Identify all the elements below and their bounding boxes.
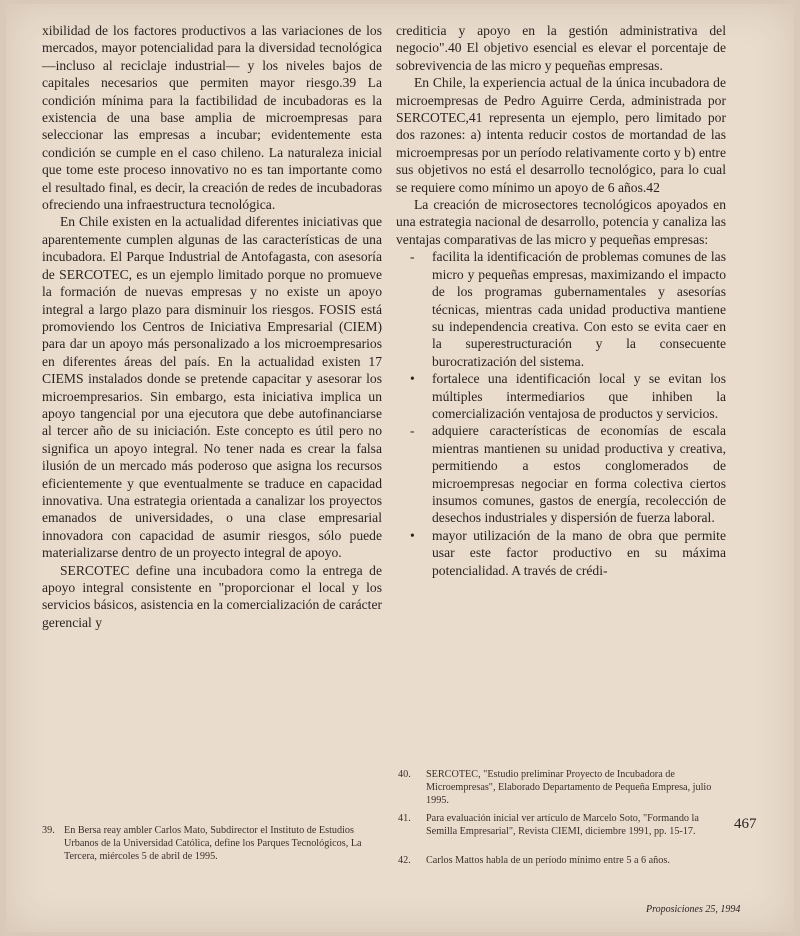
- footnote-text: Carlos Mattos habla de un período mínimo entre 5 a 6 años.: [426, 855, 670, 866]
- footnote-39: [42, 824, 372, 863]
- right-column: [396, 22, 726, 579]
- footnote-41: [398, 812, 716, 838]
- journal-footer: Proposiciones 25, 1994: [646, 904, 741, 915]
- paragraph: crediticia y apoyo en la gestión administrativa del negocio".40 El objetivo esencial es elevar el porcentaje de sobrevivencia de las micro y pequeñas empresas.: [396, 23, 726, 73]
- footnote-number: 40.: [398, 769, 411, 780]
- footnote-number: 39.: [42, 825, 55, 836]
- paragraph: La creación de microsectores tecnológicos apoyados en una estrategia nacional de desarrollo, potencia y canaliza las ventajas comparativas de las micro y pequeñas empresas:: [396, 197, 726, 247]
- footnote-number: 41.: [398, 813, 411, 824]
- list-item: • fortalece una identificación local y se evitan los múltiples intermediarios que inhiben la comercialización ventajosa de productos y servicios.: [396, 370, 726, 422]
- page-number: 467: [734, 816, 757, 832]
- footnote-text: En Bersa reay ambler Carlos Mato, Subdirector el Instituto de Estudios Urbanos de la Universidad Católica, define los Parques Tecnológicos, La Tercera, miércoles 5 de abril de 1995.: [64, 825, 362, 862]
- paragraph: xibilidad de los factores productivos a las variaciones de los mercados, mayor potencialidad para la diversidad tecnológica —incluso al reciclaje industrial— y los niveles bajos de capitales necesarios que permiten mayor riesgo.39 La condición mínima para la factibilidad de incubadoras es la existencia de una base amplia de microempresas para seleccionar las empresas a incubar; evidentemente esta condición se cumple en el caso chileno. La naturaleza inicial que tome este proceso innovativo no es tan importante como el resultado final, es decir, la creación de redes de incubadoras ofreciendo una infraestructura tecnológica.: [42, 23, 382, 213]
- footnote-40: [398, 768, 716, 807]
- left-column: [42, 22, 382, 631]
- list-item: • mayor utilización de la mano de obra que permite usar este factor productivo en su máxima potencialidad. A través de crédi-: [396, 527, 726, 579]
- footnote-text: SERCOTEC, "Estudio preliminar Proyecto de Incubadora de Microempresas", Elaborado Departamento de Pequeña Empresa, julio 1995.: [426, 769, 712, 806]
- paragraph: En Chile, la experiencia actual de la única incubadora de microempresas de Pedro Aguirre Cerda, administrada por SERCOTEC,41 representa un ejemplo, pero limitado por dos razones: a) intenta reducir costos de mortandad de las microempresas por un período relativamente corto y b) entre sus objetivos no está el desarrollo tecnológico, para lo cual se requiere como mínimo un apoyo de 6 años.42: [396, 75, 726, 195]
- list-item: - adquiere características de economías de escala mientras mantienen su unidad productiva y creativa, permitiendo a estos conglomerados de microempresas negociar en forma colectiva ciertos insumos comunes, gastos de energía, recolección de desechos industriales y dispersión de fuerza laboral.: [396, 422, 726, 526]
- footnote-text: Para evaluación inicial ver artículo de Marcelo Soto, "Formando la Semilla Empresarial", Revista CIEMI, diciembre 1991, pp. 15-17.: [426, 813, 699, 837]
- footnote-number: 42.: [398, 855, 411, 866]
- document-page: [6, 4, 794, 932]
- list-item: - facilita la identificación de problemas comunes de las micro y pequeñas empresas, maximizando el impacto de los programas gubernamentales y asesorías técnicas, mientras cada unidad productiva mantiene su independencia creativa. Con esto se evita caer en la superestructuración y la consecuente burocratización del sistema.: [396, 248, 726, 370]
- bullet-list: [396, 248, 726, 579]
- paragraph: En Chile existen en la actualidad diferentes iniciativas que aparentemente cumplen algunas de las características de una incubadora. El Parque Industrial de Antofagasta, con asesoría de SERCOTEC, es un ejemplo limitado porque no promueve la formación de nuevas empresas y no existe un apoyo integral a largo plazo para disminuir los riesgos. FOSIS está promoviendo los Centros de Iniciativa Empresarial (CIEM) para dar un apoyo más personalizado a los microempresarios en diferentes áreas del país. En la actualidad existen 17 CIEMS instalados donde se pretende capacitar y asesorar los microempresarios. Sin embargo, esta iniciativa implica un apoyo tangencial por una ejecutora que debe autofinanciarse al tercer año de su iniciación. Este concepto es útil pero no significa un apoyo integral. No tener nada es crear la falsa ilusión de un mercado más poderoso que asigna los recursos eficientemente y que eventualmente se traduce en capacidad innovativa. Una estrategia orientada a canalizar los proyectos emanados de universidades, o una clase empresarial innovadora con capacidad de asumir riesgos, sólo puede materializarse dentro de un proyecto integral de apoyo.: [42, 214, 382, 561]
- footnote-42: [398, 854, 716, 867]
- paragraph: SERCOTEC define una incubadora como la entrega de apoyo integral consistente en "proporcionar el local y los servicios básicos, asistencia en la comercialización de carácter gerencial y: [42, 562, 382, 630]
